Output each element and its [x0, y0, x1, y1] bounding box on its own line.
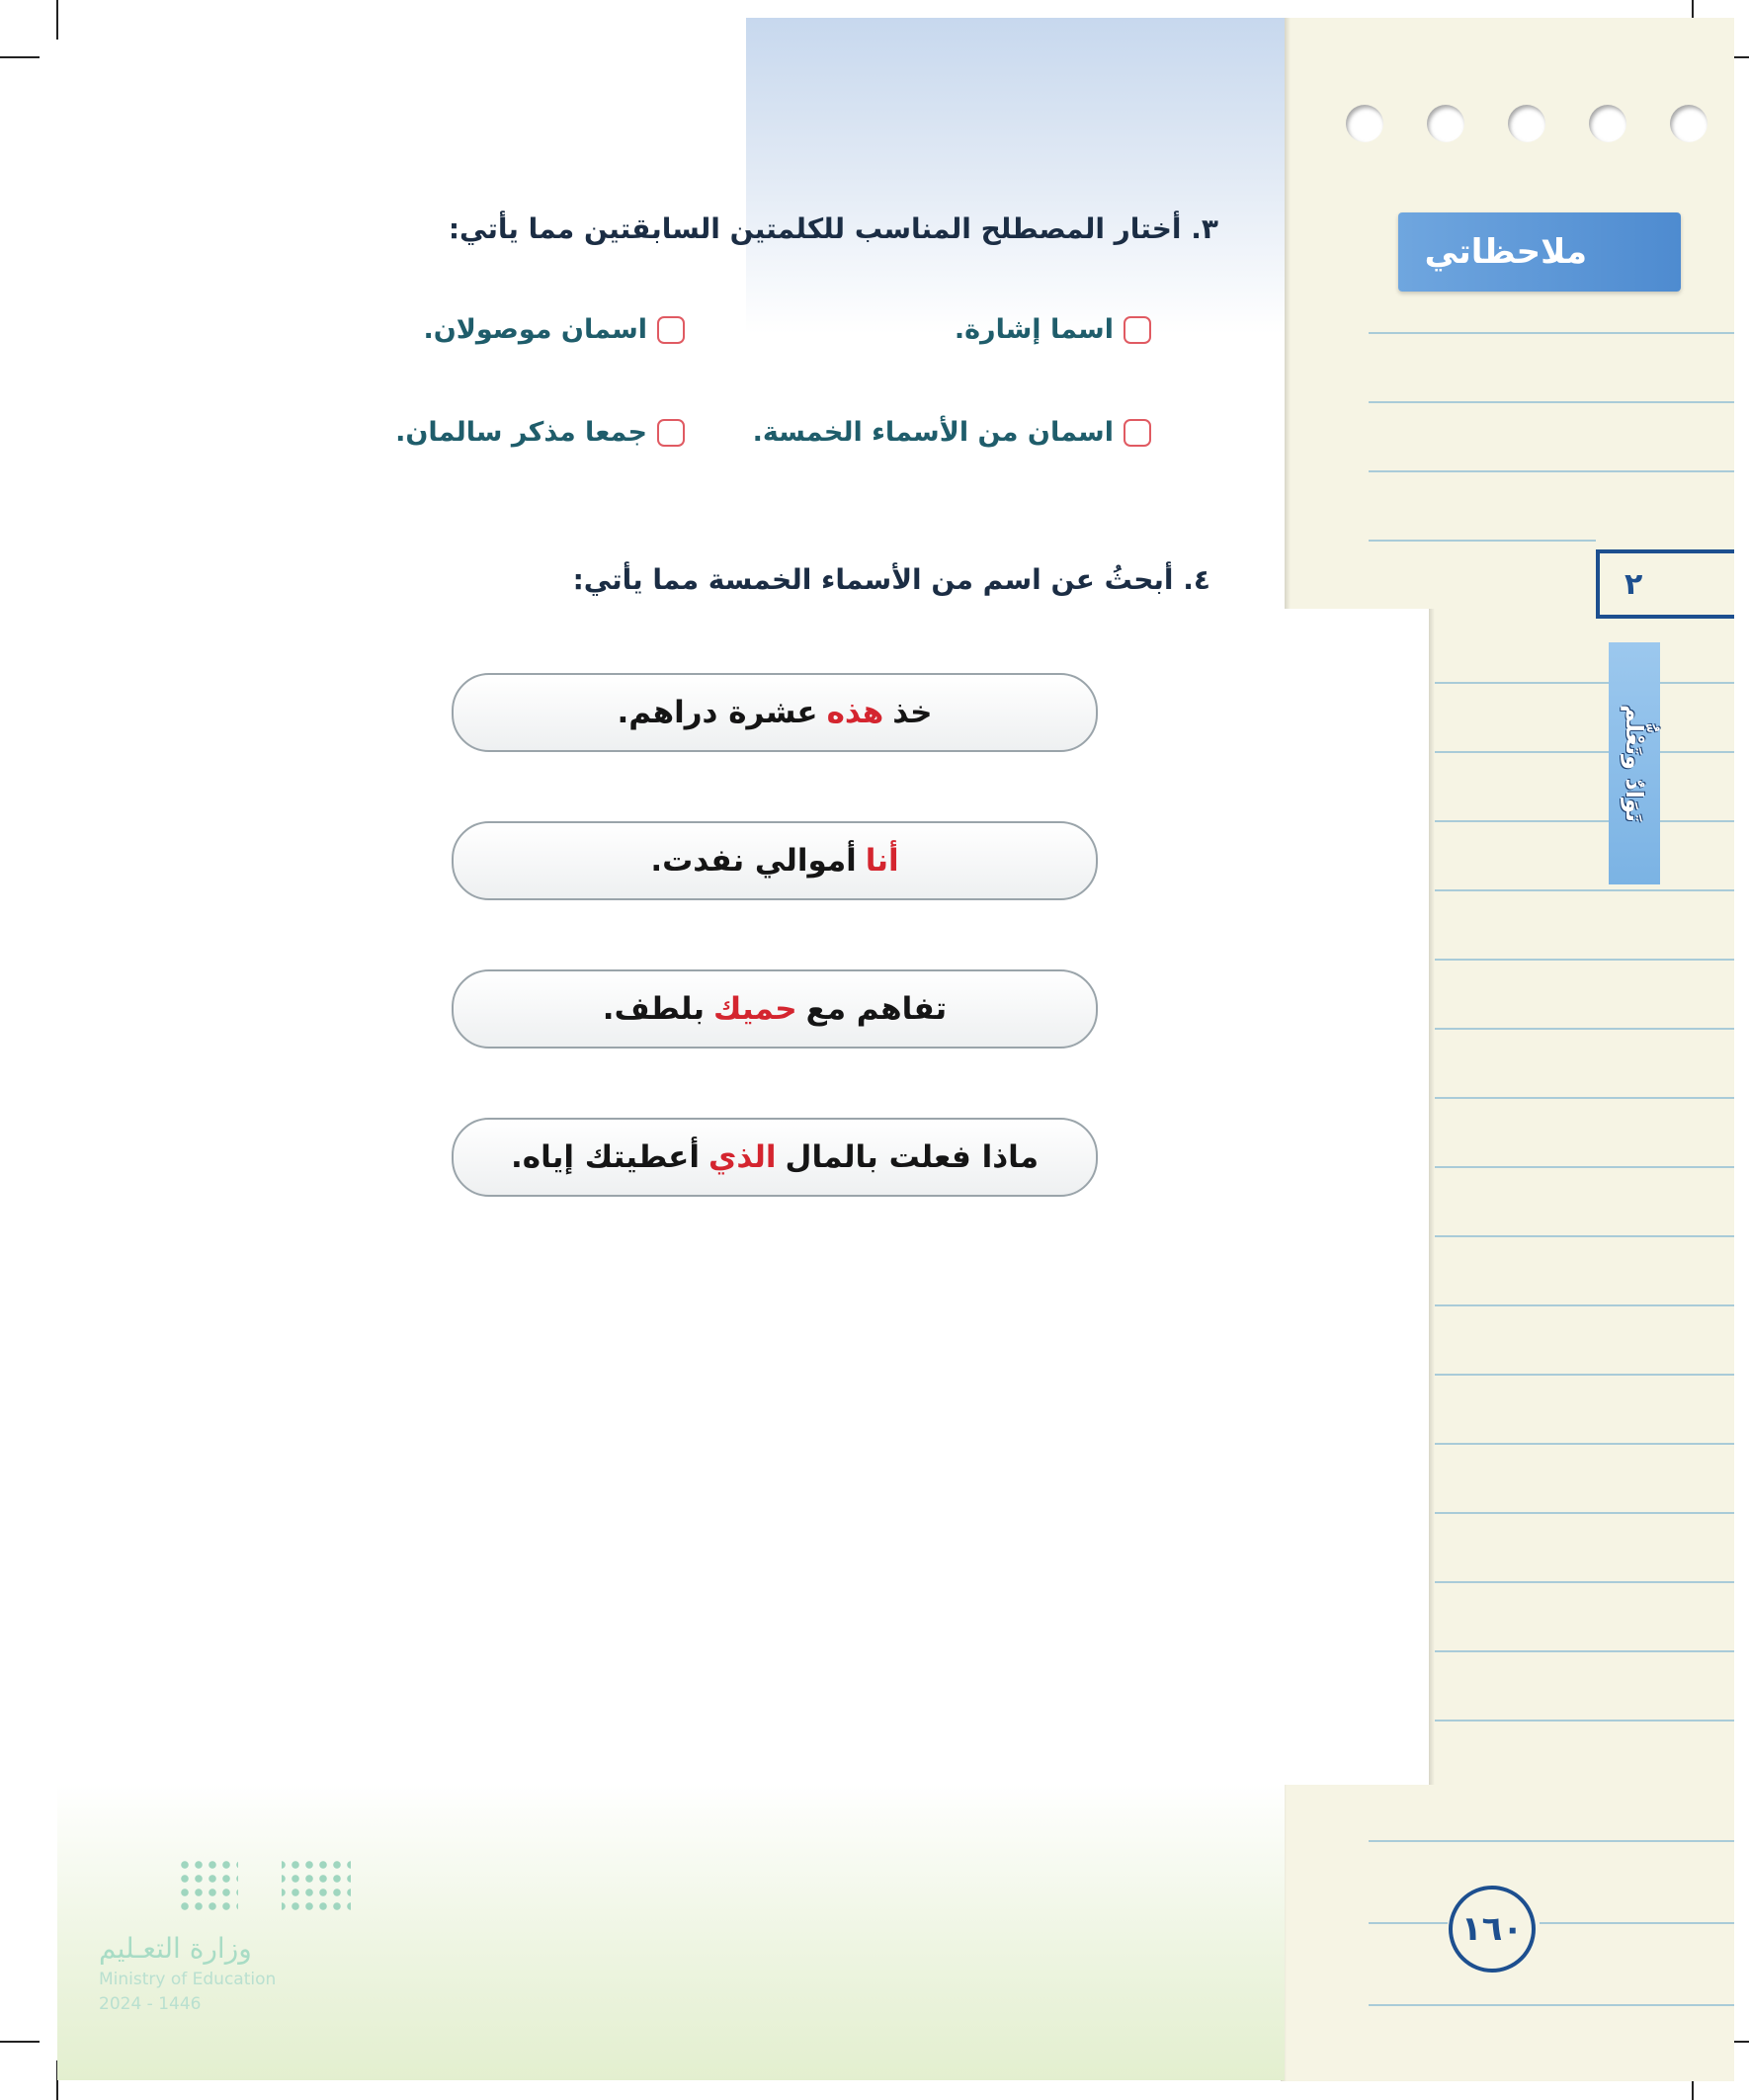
sentence-pill[interactable] — [452, 969, 1098, 1049]
checkbox[interactable] — [657, 316, 685, 344]
sentence-text: خذ — [892, 695, 933, 730]
binder-hole — [1427, 105, 1464, 142]
ministry-logo-icon — [178, 1858, 351, 1912]
option-masculine-plural[interactable] — [395, 417, 685, 448]
notes-tab — [1398, 212, 1681, 292]
binder-hole — [1346, 105, 1383, 142]
sentence-text: أموالي نفدت. — [650, 843, 857, 879]
chapter-number — [1596, 549, 1734, 619]
binder-hole — [1670, 105, 1707, 142]
sentence-highlight: هذه — [826, 695, 884, 730]
crop-mark — [0, 56, 40, 58]
sentence-highlight: أنا — [865, 843, 899, 879]
option-relative[interactable] — [423, 314, 685, 345]
unit-ribbon — [1609, 642, 1660, 884]
option-label: جمعا مذكر سالمان. — [395, 417, 647, 448]
sentence-text: أعطيتك إياه. — [511, 1139, 700, 1175]
unit-ribbon-label: تَوَادٌ وتَعْلُّم — [1621, 704, 1648, 823]
crop-mark — [0, 2041, 40, 2043]
option-five-nouns[interactable] — [753, 417, 1151, 448]
ministry-name-en: Ministry of Education — [99, 1970, 277, 1989]
option-label: اسمان من الأسماء الخمسة. — [752, 417, 1114, 448]
ministry-name-ar: وزارة التعـليم — [99, 1932, 252, 1965]
notes-edge — [1429, 609, 1435, 1785]
question-4-title: ٤. أبحثُ عن اسم من الأسماء الخمسة مما يأتي: — [572, 563, 1210, 596]
question-3-title: ٣. أختار المصطلح المناسب للكلمتين السابقتين مما يأتي: — [448, 212, 1218, 245]
notes-edge — [1285, 18, 1291, 609]
option-label: اسمان موصولان. — [423, 314, 647, 345]
checkbox[interactable] — [1124, 419, 1151, 447]
sentence-highlight: الذي — [708, 1139, 777, 1175]
checkbox[interactable] — [657, 419, 685, 447]
binder-hole — [1508, 105, 1545, 142]
chapter-number-text: ٢ — [1624, 566, 1643, 602]
crop-mark — [56, 0, 58, 40]
checkbox[interactable] — [1124, 316, 1151, 344]
sentence-text: عشرة دراهم. — [617, 695, 818, 730]
ministry-year: 2024 - 1446 — [99, 1994, 202, 2014]
notes-panel-lower — [1435, 609, 1734, 1785]
sentence-pill[interactable] — [452, 673, 1098, 752]
option-label: اسما إشارة. — [954, 314, 1114, 345]
sentence-text: تفاهم مع — [805, 991, 948, 1027]
sentence-highlight: حميك — [712, 991, 797, 1027]
binder-hole — [1589, 105, 1626, 142]
sentence-pill[interactable] — [452, 821, 1098, 900]
header-gradient — [746, 18, 1290, 334]
notes-tab-label: ملاحظاتي — [1424, 232, 1587, 272]
sentence-text: بلطف. — [602, 991, 705, 1027]
sentence-pill[interactable] — [452, 1118, 1098, 1197]
option-demonstrative[interactable] — [955, 314, 1151, 345]
page-number — [1449, 1886, 1536, 1973]
page-number-text: ١٦٠ — [1460, 1909, 1524, 1949]
sentence-text: ماذا فعلت بالمال — [785, 1139, 1040, 1175]
